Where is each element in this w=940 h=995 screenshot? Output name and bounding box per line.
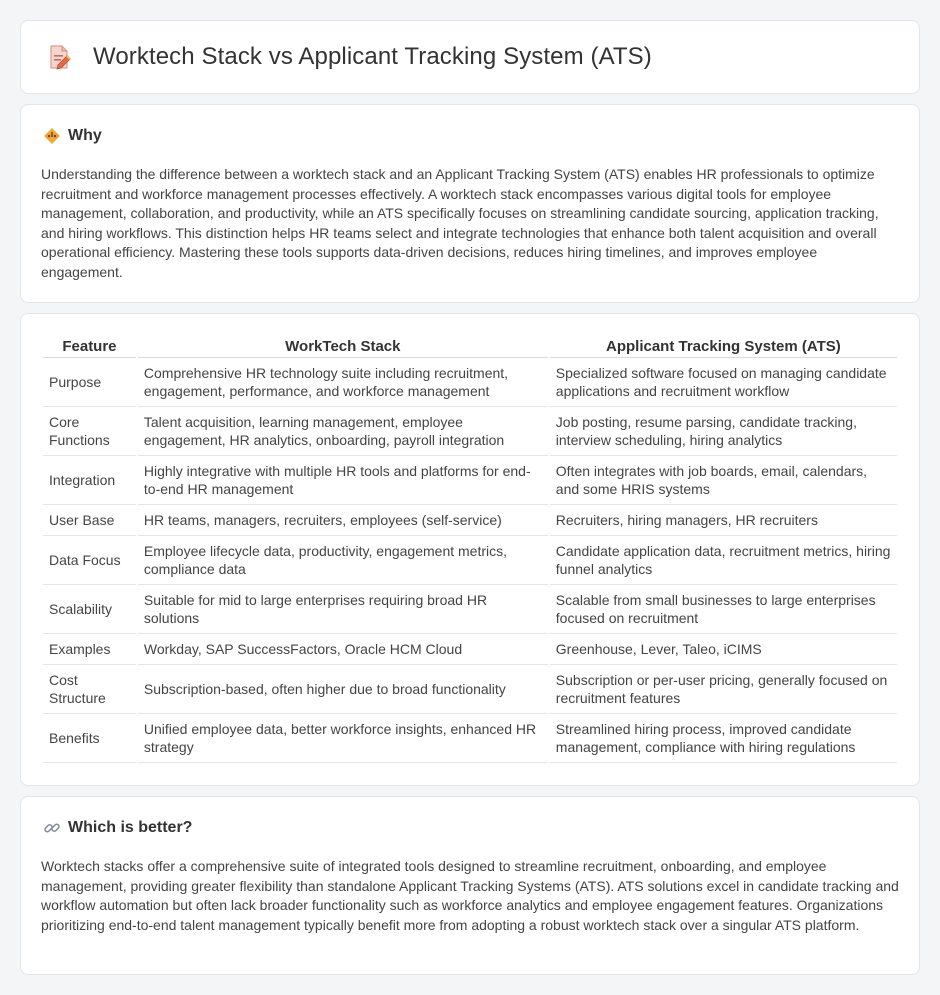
- header-worktech: WorkTech Stack: [138, 334, 548, 358]
- ats-cell: Candidate application data, recruitment metrics, hiring funnel analytics: [550, 536, 897, 585]
- comparison-table: [41, 334, 899, 763]
- worktech-cell: HR teams, managers, recruiters, employees (self-service): [138, 505, 548, 536]
- feature-cell: Integration: [43, 456, 136, 505]
- table-row: [43, 585, 897, 634]
- why-text: Understanding the difference between a worktech stack and an Applicant Tracking System (ATS) enables HR professionals to optimize recruitment and workforce management processes effectively. A worktech stack encompasses various digital tools for employee management, collaboration, and productivity, while an ATS specifically focuses on streamlining candidate sourcing, application tracking, and hiring workflows. This distinction helps HR teams select and integrate technologies that enhance both talent acquisition and overall operational efficiency. Mastering these tools supports data-driven decisions, reduces hiring timelines, and improves employee engagement.: [41, 166, 879, 280]
- worktech-cell: Workday, SAP SuccessFactors, Oracle HCM Cloud: [138, 634, 548, 665]
- feature-cell: Scalability: [43, 585, 136, 634]
- worktech-cell: Talent acquisition, learning management, employee engagement, HR analytics, onboarding, payroll integration: [138, 407, 548, 456]
- better-text: Worktech stacks offer a comprehensive suite of integrated tools designed to streamline recruitment, onboarding, and employee management, providing greater flexibility than standalone Applicant Tracking Systems (ATS). ATS solutions excel in candidate tracking and workflow automation but often lack broader functionality such as workforce analytics and employee engagement features. Organizations prioritizing end-to-end talent management typically benefit more from adopting a robust worktech stack over a singular ATS platform.: [41, 858, 899, 933]
- header-feature: Feature: [43, 334, 136, 358]
- ats-cell: Scalable from small businesses to large enterprises focused on recruitment: [550, 585, 897, 634]
- better-heading: Which is better?: [68, 819, 193, 836]
- header-ats: Applicant Tracking System (ATS): [550, 334, 897, 358]
- ats-cell: Greenhouse, Lever, Taleo, iCIMS: [550, 634, 897, 665]
- worktech-cell: Subscription-based, often higher due to broad functionality: [138, 665, 548, 714]
- which-better-section: [20, 796, 920, 975]
- table-row: [43, 358, 897, 407]
- feature-cell: Cost Structure: [43, 665, 136, 714]
- ats-cell: Often integrates with job boards, email, calendars, and some HRIS systems: [550, 456, 897, 505]
- ats-cell: Streamlined hiring process, improved candidate management, compliance with hiring regulations: [550, 714, 897, 763]
- why-heading: Why: [68, 127, 102, 144]
- table-header-row: [43, 334, 897, 358]
- page-title: Worktech Stack vs Applicant Tracking System (ATS): [93, 43, 652, 70]
- title-row: [45, 43, 652, 71]
- feature-cell: Data Focus: [43, 536, 136, 585]
- title-card: [20, 20, 920, 94]
- feature-cell: Benefits: [43, 714, 136, 763]
- feature-cell: Core Functions: [43, 407, 136, 456]
- feature-cell: Examples: [43, 634, 136, 665]
- why-section: [20, 104, 920, 303]
- worktech-cell: Employee lifecycle data, productivity, engagement metrics, compliance data: [138, 536, 548, 585]
- table-row: [43, 634, 897, 665]
- table-row: [43, 714, 897, 763]
- worktech-cell: Comprehensive HR technology suite including recruitment, engagement, performance, and workforce management: [138, 358, 548, 407]
- better-heading-row: [43, 819, 192, 837]
- document-pencil-icon: [45, 43, 73, 71]
- worktech-cell: Unified employee data, better workforce insights, enhanced HR strategy: [138, 714, 548, 763]
- feature-cell: Purpose: [43, 358, 136, 407]
- worktech-cell: Highly integrative with multiple HR tools and platforms for end-to-end HR management: [138, 456, 548, 505]
- table-row: [43, 505, 897, 536]
- table-row: [43, 407, 897, 456]
- link-icon: [43, 819, 61, 837]
- ats-cell: Subscription or per-user pricing, generally focused on recruitment features: [550, 665, 897, 714]
- table-row: [43, 456, 897, 505]
- table-row: [43, 536, 897, 585]
- table-row: [43, 665, 897, 714]
- ats-cell: Specialized software focused on managing candidate applications and recruitment workflow: [550, 358, 897, 407]
- comparison-section: [20, 313, 920, 786]
- ats-cell: Job posting, resume parsing, candidate tracking, interview scheduling, hiring analytics: [550, 407, 897, 456]
- feature-cell: User Base: [43, 505, 136, 536]
- ats-cell: Recruiters, hiring managers, HR recruiters: [550, 505, 897, 536]
- worktech-cell: Suitable for mid to large enterprises requiring broad HR solutions: [138, 585, 548, 634]
- diamond-warning-icon: [43, 127, 61, 145]
- why-heading-row: [43, 127, 102, 145]
